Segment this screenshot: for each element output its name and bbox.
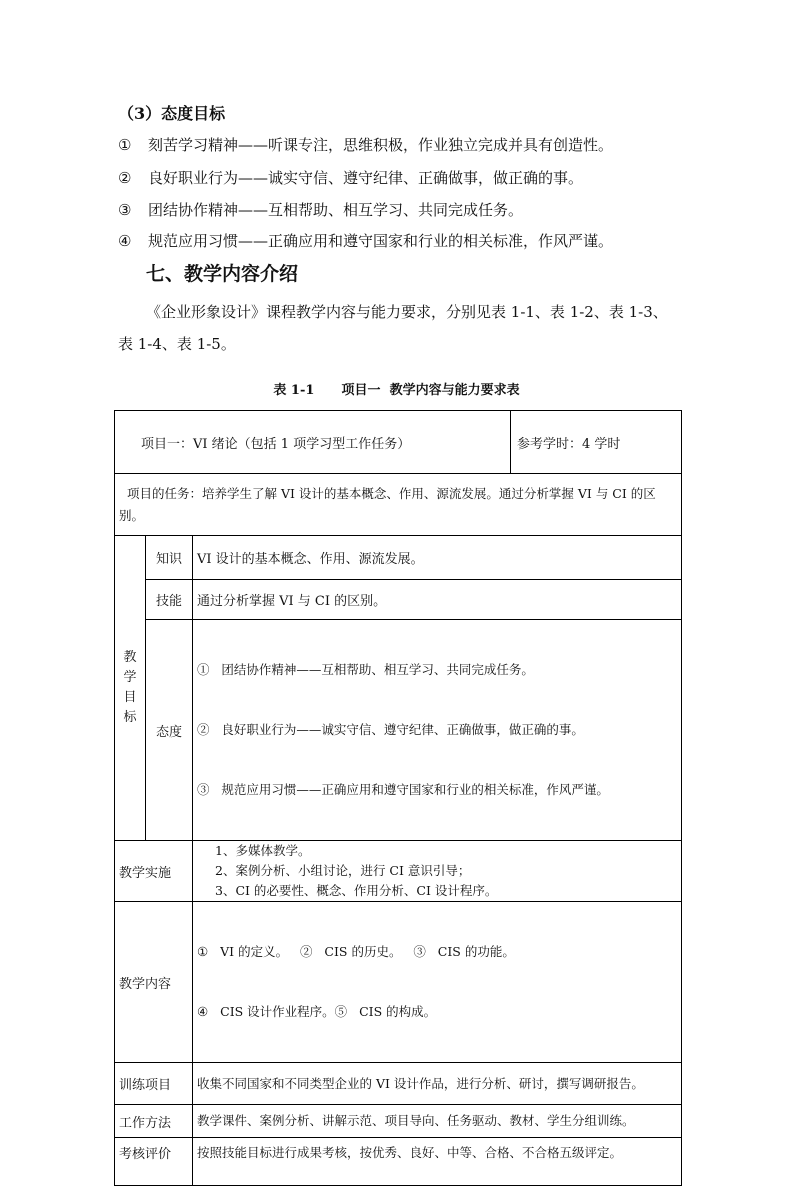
table-row [115,902,682,1063]
attitude-goal-3 [118,199,523,220]
attitude-goal-2 [118,167,583,188]
implementation-line: 3、CI 的必要性、概念、作用分析、CI 设计程序。 [215,883,498,898]
training-label: 训练项目 [115,1063,193,1105]
table-row [115,620,682,841]
label-char: 目 [123,690,137,705]
attitude-cell [193,620,682,841]
section-heading: 七、教学内容介绍 [146,263,299,285]
label-char: 教 [123,650,137,665]
knowledge-cell: VI 设计的基本概念、作用、源流发展。 [193,536,682,580]
implementation-line: 2、案例分析、小组讨论，进行 CI 意识引导； [215,863,471,878]
skill-label: 技能 [146,580,193,620]
goal-text: 良好职业行为——诚实守信、遵守纪律、正确做事，做正确的事。 [148,169,584,187]
content-label: 教学内容 [115,902,193,1063]
content-line: ④ CIS 设计作业程序。⑤ CIS 的构成。 [197,1004,437,1019]
implementation-label: 教学实施 [115,841,193,902]
attitude-label: 态度 [146,620,193,841]
knowledge-label: 知识 [146,536,193,580]
intro-paragraph-line-1: 《企业形象设计》课程教学内容与能力要求，分别见表 1-1、表 1-2、表 1-3、 [146,303,668,321]
attitude-goal-1 [118,134,613,155]
reference-hours-cell: 参考学时：4 学时 [511,411,682,474]
goal-number: ④ [118,232,132,250]
content-requirements-table [114,410,682,1186]
goal-number: ① [118,136,132,154]
label-char: 学 [123,670,137,685]
table-row [115,1105,682,1138]
table-caption: 表 1-1 项目一 教学内容与能力要求表 [273,383,520,398]
goal-number: ② [118,169,132,187]
skill-cell: 通过分析掌握 VI 与 CI 的区别。 [193,580,682,620]
attitude-goal-4 [118,230,613,251]
implementation-cell [193,841,682,902]
table-row [115,1138,682,1186]
work-method-label: 工作方法 [115,1105,193,1138]
attitude-goals-heading: （3）态度目标 [118,104,226,123]
goal-text: 团结协作精神——互相帮助、相互学习、共同完成任务。 [148,201,524,219]
table-row [115,536,682,580]
assessment-label: 考核评价 [115,1138,193,1186]
work-method-cell: 教学课件、案例分析、讲解示范、项目导向、任务驱动、教材、学生分组训练。 [193,1105,682,1138]
training-cell: 收集不同国家和不同类型企业的 VI 设计作品，进行分析、研讨，撰写调研报告。 [193,1063,682,1105]
table-row [115,841,682,902]
goal-number: ③ [118,201,132,219]
goal-text: 刻苦学习精神——听课专注，思维积极，作业独立完成并具有创造性。 [148,136,614,154]
table-row [115,580,682,620]
attitude-line: ③ 规范应用习惯——正确应用和遵守国家和行业的相关标准，作风严谨。 [197,782,609,797]
content-line: ① VI 的定义。 ② CIS 的历史。 ③ CIS 的功能。 [197,944,515,959]
project-title-cell: 项目一：VI 绪论（包括 1 项学习型工作任务） [115,411,511,474]
goal-text: 规范应用习惯——正确应用和遵守国家和行业的相关标准，作风严谨。 [148,232,614,250]
implementation-line: 1、多媒体教学。 [215,843,311,858]
attitude-line: ① 团结协作精神——互相帮助、相互学习、共同完成任务。 [197,662,534,677]
attitude-line: ② 良好职业行为——诚实守信、遵守纪律、正确做事，做正确的事。 [197,722,584,737]
table-row [115,411,682,474]
project-task-cell: 项目的任务：培养学生了解 VI 设计的基本概念、作用、源流发展。通过分析掌握 VI 与 CI 的区别。 [115,474,682,536]
assessment-cell: 按照技能目标进行成果考核，按优秀、良好、中等、合格、不合格五级评定。 [193,1138,682,1186]
table-row [115,1063,682,1105]
label-char: 标 [123,710,137,725]
intro-paragraph-line-2: 表 1-4、表 1-5。 [118,335,236,353]
table-row [115,474,682,536]
content-cell [193,902,682,1063]
teaching-goals-label [115,536,146,841]
